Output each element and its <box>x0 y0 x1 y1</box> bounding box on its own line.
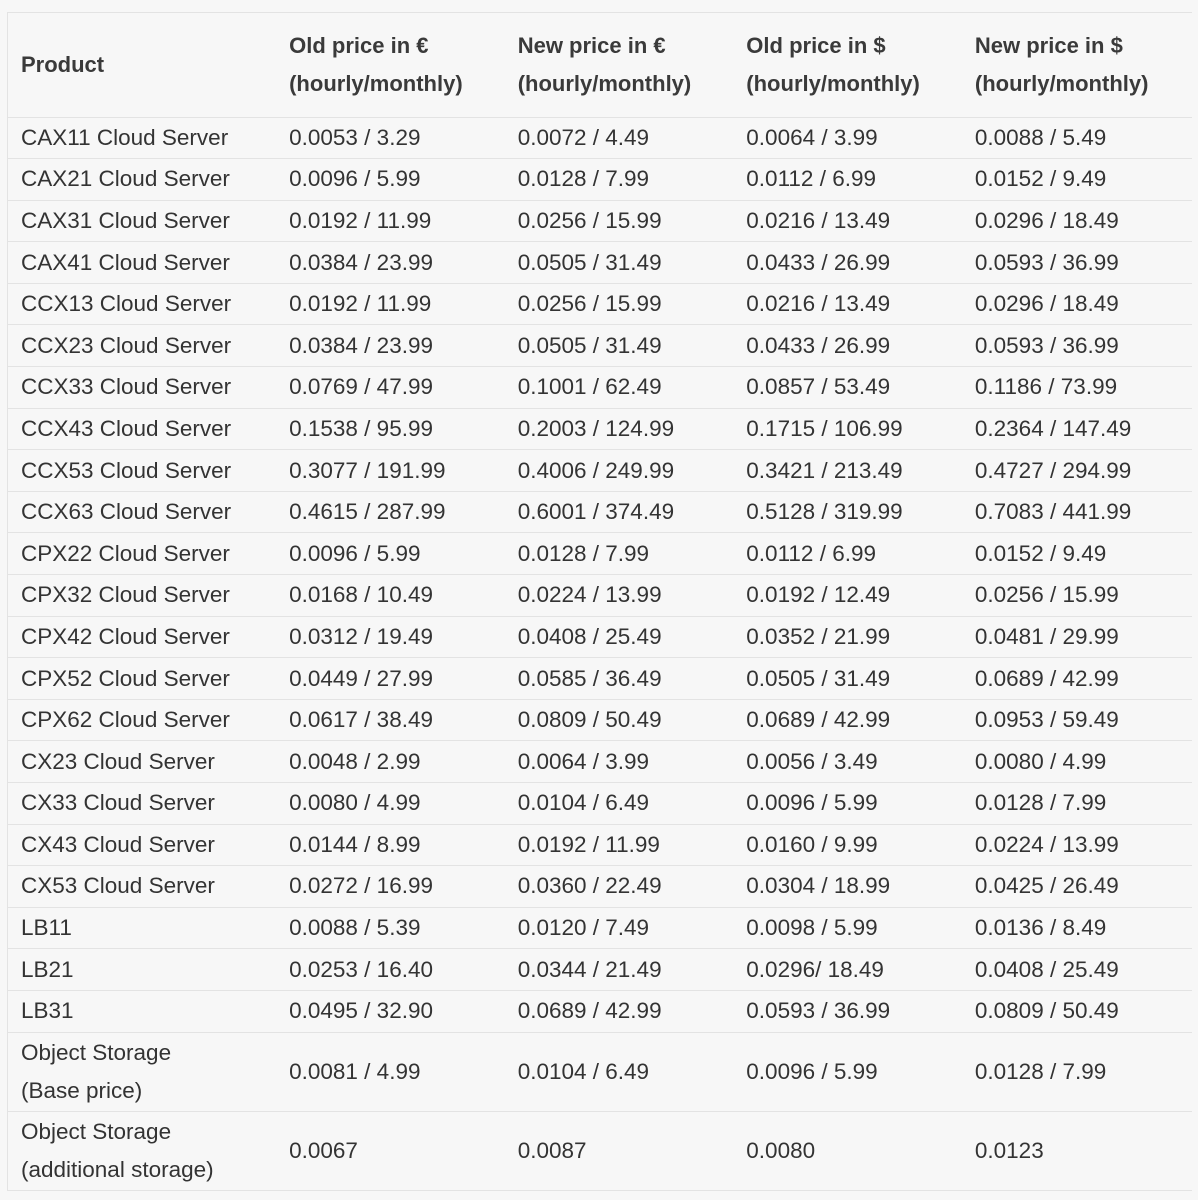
cell-new-price-usd: 0.0425 / 26.49 <box>962 866 1192 908</box>
cell-new-price-eur: 0.0256 / 15.99 <box>505 283 734 325</box>
cell-new-price-eur: 0.0192 / 11.99 <box>505 824 734 866</box>
table-row <box>8 159 1192 201</box>
cell-old-price-usd: 0.0080 <box>733 1111 962 1190</box>
cell-new-price-usd: 0.0128 / 7.99 <box>962 783 1192 825</box>
cell-product <box>8 866 276 908</box>
cell-old-price-eur: 0.0384 / 23.99 <box>276 242 505 284</box>
cell-product <box>8 242 276 284</box>
cell-product <box>8 325 276 367</box>
cell-old-price-usd: 0.0689 / 42.99 <box>733 699 962 741</box>
product-name: LB31 <box>21 998 74 1024</box>
cell-old-price-usd: 0.0593 / 36.99 <box>733 990 962 1032</box>
cell-old-price-eur: 0.0769 / 47.99 <box>276 367 505 409</box>
cell-new-price-usd: 0.0593 / 36.99 <box>962 242 1192 284</box>
cell-old-price-usd: 0.0505 / 31.49 <box>733 658 962 700</box>
cell-new-price-usd: 0.1186 / 73.99 <box>962 367 1192 409</box>
pricing-table-container <box>7 12 1192 1191</box>
cell-new-price-usd: 0.0953 / 59.49 <box>962 699 1192 741</box>
cell-product <box>8 783 276 825</box>
cell-product <box>8 367 276 409</box>
table-row <box>8 699 1192 741</box>
cell-new-price-usd: 0.0123 <box>962 1111 1192 1190</box>
cell-new-price-usd: 0.0128 / 7.99 <box>962 1032 1192 1111</box>
product-name: CPX52 Cloud Server <box>21 665 230 691</box>
cell-new-price-eur: 0.0087 <box>505 1111 734 1190</box>
table-row <box>8 783 1192 825</box>
cell-old-price-eur: 0.0096 / 5.99 <box>276 159 505 201</box>
cell-new-price-usd: 0.0152 / 9.49 <box>962 159 1192 201</box>
cell-old-price-usd: 0.5128 / 319.99 <box>733 491 962 533</box>
cell-new-price-eur: 0.6001 / 374.49 <box>505 491 734 533</box>
product-name: CX33 Cloud Server <box>21 790 215 816</box>
cell-new-price-usd: 0.0296 / 18.49 <box>962 283 1192 325</box>
cell-old-price-eur: 0.0449 / 27.99 <box>276 658 505 700</box>
cell-old-price-eur: 0.0088 / 5.39 <box>276 907 505 949</box>
cell-product <box>8 824 276 866</box>
pricing-table <box>8 13 1192 1190</box>
cell-old-price-usd: 0.0112 / 6.99 <box>733 533 962 575</box>
cell-old-price-usd: 0.0216 / 13.49 <box>733 200 962 242</box>
cell-old-price-usd: 0.0096 / 5.99 <box>733 1032 962 1111</box>
cell-old-price-eur: 0.1538 / 95.99 <box>276 408 505 450</box>
cell-product <box>8 159 276 201</box>
cell-product <box>8 699 276 741</box>
table-body <box>8 117 1192 1190</box>
product-name: CCX33 Cloud Server <box>21 374 232 400</box>
cell-new-price-eur: 0.0104 / 6.49 <box>505 1032 734 1111</box>
product-name: LB21 <box>21 956 74 982</box>
table-row <box>8 325 1192 367</box>
cell-old-price-usd: 0.0096 / 5.99 <box>733 783 962 825</box>
header-new-price-eur: New price in € (hourly/monthly) <box>517 32 692 96</box>
cell-product <box>8 117 276 159</box>
cell-old-price-usd: 0.0296/ 18.49 <box>733 949 962 991</box>
cell-old-price-usd: 0.0216 / 13.49 <box>733 283 962 325</box>
cell-new-price-eur: 0.0344 / 21.49 <box>505 949 734 991</box>
cell-new-price-eur: 0.4006 / 249.99 <box>505 450 734 492</box>
cell-old-price-eur: 0.0192 / 11.99 <box>276 200 505 242</box>
cell-product <box>8 990 276 1032</box>
cell-product <box>8 949 276 991</box>
product-note: (Base price) <box>21 1077 143 1103</box>
cell-new-price-eur: 0.0360 / 22.49 <box>505 866 734 908</box>
cell-product <box>8 1111 276 1190</box>
cell-old-price-usd: 0.0160 / 9.99 <box>733 824 962 866</box>
cell-product <box>8 907 276 949</box>
cell-old-price-eur: 0.4615 / 287.99 <box>276 491 505 533</box>
header-old-price-eur: Old price in € (hourly/monthly) <box>289 32 463 96</box>
product-name: CCX23 Cloud Server <box>21 332 232 358</box>
cell-old-price-usd: 0.0064 / 3.99 <box>733 117 962 159</box>
table-row <box>8 117 1192 159</box>
table-row <box>8 450 1192 492</box>
cell-new-price-usd: 0.0689 / 42.99 <box>962 658 1192 700</box>
cell-new-price-usd: 0.2364 / 147.49 <box>962 408 1192 450</box>
cell-old-price-eur: 0.0080 / 4.99 <box>276 783 505 825</box>
cell-new-price-eur: 0.0072 / 4.49 <box>505 117 734 159</box>
table-row <box>8 616 1192 658</box>
cell-new-price-eur: 0.0408 / 25.49 <box>505 616 734 658</box>
cell-new-price-usd: 0.0809 / 50.49 <box>962 990 1192 1032</box>
table-row <box>8 200 1192 242</box>
product-name: CX43 Cloud Server <box>21 831 215 857</box>
cell-old-price-eur: 0.0272 / 16.99 <box>276 866 505 908</box>
cell-new-price-usd: 0.7083 / 441.99 <box>962 491 1192 533</box>
cell-old-price-eur: 0.0312 / 19.49 <box>276 616 505 658</box>
table-row <box>8 1032 1192 1111</box>
cell-old-price-eur: 0.0192 / 11.99 <box>276 283 505 325</box>
cell-new-price-usd: 0.0296 / 18.49 <box>962 200 1192 242</box>
table-row <box>8 533 1192 575</box>
cell-old-price-eur: 0.0253 / 16.40 <box>276 949 505 991</box>
cell-product <box>8 408 276 450</box>
product-name: CPX42 Cloud Server <box>21 623 230 649</box>
cell-new-price-usd: 0.0593 / 36.99 <box>962 325 1192 367</box>
cell-product <box>8 658 276 700</box>
cell-new-price-usd: 0.0224 / 13.99 <box>962 824 1192 866</box>
cell-new-price-usd: 0.0408 / 25.49 <box>962 949 1192 991</box>
product-name: CAX41 Cloud Server <box>21 249 230 275</box>
product-name: CCX53 Cloud Server <box>21 457 232 483</box>
cell-new-price-eur: 0.0104 / 6.49 <box>505 783 734 825</box>
cell-old-price-eur: 0.0495 / 32.90 <box>276 990 505 1032</box>
cell-new-price-eur: 0.0128 / 7.99 <box>505 533 734 575</box>
table-row <box>8 491 1192 533</box>
cell-new-price-eur: 0.2003 / 124.99 <box>505 408 734 450</box>
cell-old-price-usd: 0.3421 / 213.49 <box>733 450 962 492</box>
product-name: CX53 Cloud Server <box>21 873 215 899</box>
cell-new-price-usd: 0.0481 / 29.99 <box>962 616 1192 658</box>
product-name: LB11 <box>21 915 72 941</box>
cell-product <box>8 1032 276 1111</box>
product-name: CAX11 Cloud Server <box>21 124 229 150</box>
cell-old-price-eur: 0.0144 / 8.99 <box>276 824 505 866</box>
product-name: CX23 Cloud Server <box>21 748 215 774</box>
table-row <box>8 866 1192 908</box>
cell-new-price-eur: 0.0809 / 50.49 <box>505 699 734 741</box>
table-row <box>8 990 1192 1032</box>
header-old-price-usd: Old price in $ (hourly/monthly) <box>746 32 920 96</box>
table-row <box>8 949 1192 991</box>
cell-old-price-usd: 0.0304 / 18.99 <box>733 866 962 908</box>
cell-old-price-usd: 0.0857 / 53.49 <box>733 367 962 409</box>
cell-new-price-eur: 0.0689 / 42.99 <box>505 990 734 1032</box>
cell-product <box>8 200 276 242</box>
cell-old-price-eur: 0.3077 / 191.99 <box>276 450 505 492</box>
product-name: Object Storage <box>21 1118 172 1144</box>
cell-new-price-eur: 0.1001 / 62.49 <box>505 367 734 409</box>
cell-new-price-usd: 0.0152 / 9.49 <box>962 533 1192 575</box>
cell-product <box>8 283 276 325</box>
cell-new-price-usd: 0.4727 / 294.99 <box>962 450 1192 492</box>
cell-new-price-usd: 0.0136 / 8.49 <box>962 907 1192 949</box>
cell-new-price-eur: 0.0064 / 3.99 <box>505 741 734 783</box>
table-row <box>8 283 1192 325</box>
product-name: CAX31 Cloud Server <box>21 207 230 233</box>
product-name: CPX32 Cloud Server <box>21 582 230 608</box>
cell-old-price-usd: 0.0098 / 5.99 <box>733 907 962 949</box>
cell-old-price-eur: 0.0067 <box>276 1111 505 1190</box>
cell-new-price-eur: 0.0505 / 31.49 <box>505 325 734 367</box>
table-row <box>8 824 1192 866</box>
table-row <box>8 741 1192 783</box>
product-name: CCX63 Cloud Server <box>21 499 232 525</box>
cell-old-price-usd: 0.0433 / 26.99 <box>733 325 962 367</box>
cell-product <box>8 575 276 617</box>
cell-old-price-eur: 0.0081 / 4.99 <box>276 1032 505 1111</box>
cell-old-price-eur: 0.0384 / 23.99 <box>276 325 505 367</box>
product-name: CCX43 Cloud Server <box>21 415 232 441</box>
cell-new-price-eur: 0.0128 / 7.99 <box>505 159 734 201</box>
cell-old-price-eur: 0.0048 / 2.99 <box>276 741 505 783</box>
cell-old-price-eur: 0.0053 / 3.29 <box>276 117 505 159</box>
cell-product <box>8 450 276 492</box>
cell-old-price-usd: 0.0352 / 21.99 <box>733 616 962 658</box>
product-name: CAX21 Cloud Server <box>21 166 230 192</box>
cell-new-price-usd: 0.0080 / 4.99 <box>962 741 1192 783</box>
cell-new-price-usd: 0.0088 / 5.49 <box>962 117 1192 159</box>
table-row <box>8 575 1192 617</box>
cell-product <box>8 491 276 533</box>
cell-new-price-eur: 0.0224 / 13.99 <box>505 575 734 617</box>
cell-new-price-eur: 0.0256 / 15.99 <box>505 200 734 242</box>
table-row <box>8 367 1192 409</box>
product-name: CPX22 Cloud Server <box>21 540 230 566</box>
table-row <box>8 658 1192 700</box>
cell-product <box>8 741 276 783</box>
product-name: Object Storage <box>21 1039 172 1065</box>
cell-old-price-eur: 0.0096 / 5.99 <box>276 533 505 575</box>
header-new-price-usd: New price in $ (hourly/monthly) <box>974 32 1149 96</box>
table-row <box>8 242 1192 284</box>
cell-new-price-usd: 0.0256 / 15.99 <box>962 575 1192 617</box>
cell-old-price-usd: 0.0112 / 6.99 <box>733 159 962 201</box>
cell-old-price-usd: 0.0192 / 12.49 <box>733 575 962 617</box>
product-name: CCX13 Cloud Server <box>21 291 232 317</box>
table-header-row <box>8 13 1192 117</box>
cell-new-price-eur: 0.0120 / 7.49 <box>505 907 734 949</box>
cell-old-price-usd: 0.0056 / 3.49 <box>733 741 962 783</box>
cell-old-price-eur: 0.0617 / 38.49 <box>276 699 505 741</box>
table-row <box>8 907 1192 949</box>
product-note: (additional storage) <box>21 1156 214 1182</box>
cell-old-price-usd: 0.0433 / 26.99 <box>733 242 962 284</box>
table-row <box>8 1111 1192 1190</box>
cell-new-price-eur: 0.0505 / 31.49 <box>505 242 734 284</box>
table-row <box>8 408 1192 450</box>
cell-old-price-eur: 0.0168 / 10.49 <box>276 575 505 617</box>
cell-product <box>8 533 276 575</box>
cell-new-price-eur: 0.0585 / 36.49 <box>505 658 734 700</box>
product-name: CPX62 Cloud Server <box>21 707 230 733</box>
header-product: Product <box>21 51 105 77</box>
cell-old-price-usd: 0.1715 / 106.99 <box>733 408 962 450</box>
cell-product <box>8 616 276 658</box>
